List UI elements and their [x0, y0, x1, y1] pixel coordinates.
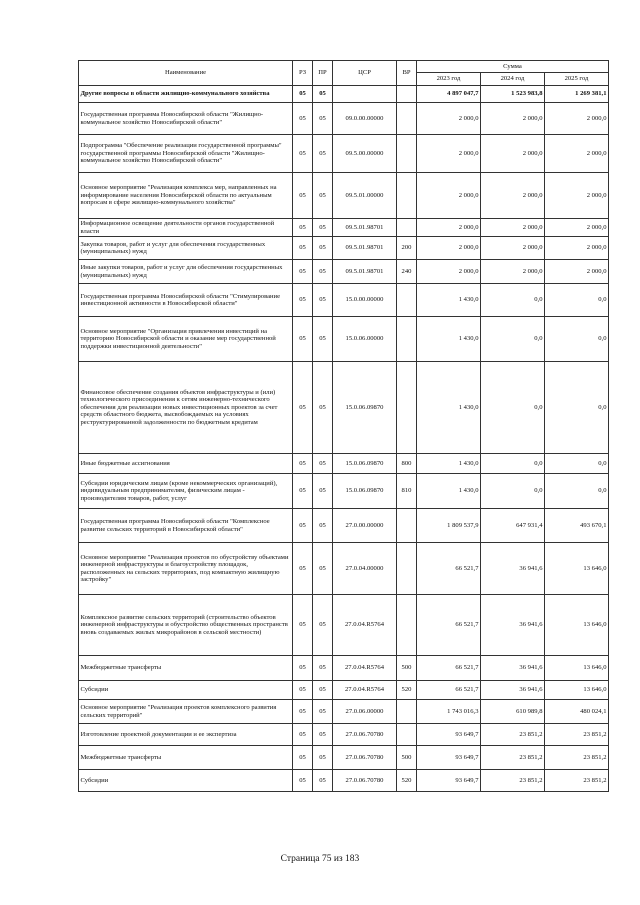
cell-csr: 27.0.06.70780: [333, 746, 397, 770]
cell-pr: 05: [313, 135, 333, 173]
cell-y2025: 13 646,0: [545, 656, 609, 681]
table-row: [79, 135, 609, 173]
header-name: Наименование: [79, 61, 293, 86]
cell-vr: [397, 219, 417, 237]
budget-table: [78, 60, 609, 792]
cell-name: Государственная программа Новосибирской области "Комплексное развитие сельских территорий в Новосибирской области": [79, 509, 293, 543]
cell-y2024: 2 000,0: [481, 173, 545, 219]
cell-rz: 05: [293, 724, 313, 746]
cell-csr: 09.5.00.00000: [333, 135, 397, 173]
cell-y2024: 610 989,8: [481, 700, 545, 724]
cell-y2025: 13 646,0: [545, 543, 609, 595]
cell-pr: 05: [313, 86, 333, 103]
cell-vr: 800: [397, 454, 417, 474]
cell-rz: 05: [293, 284, 313, 317]
cell-y2023: 2 000,0: [417, 219, 481, 237]
cell-y2025: 13 646,0: [545, 681, 609, 700]
cell-y2025: 493 670,1: [545, 509, 609, 543]
cell-name: Основное мероприятие "Организация привлечения инвестиций на территорию Новосибирской области и оказание мер государственной поддержки инвестиционной деятельности": [79, 317, 293, 362]
cell-vr: [397, 135, 417, 173]
table-row: [79, 237, 609, 260]
cell-vr: [397, 543, 417, 595]
table-row: [79, 770, 609, 792]
cell-y2025: 13 646,0: [545, 595, 609, 656]
cell-rz: 05: [293, 454, 313, 474]
table-row: [79, 219, 609, 237]
cell-rz: 05: [293, 700, 313, 724]
cell-y2023: 2 000,0: [417, 173, 481, 219]
cell-pr: 05: [313, 219, 333, 237]
cell-pr: 05: [313, 746, 333, 770]
cell-csr: 27.0.04.00000: [333, 543, 397, 595]
cell-vr: [397, 103, 417, 135]
cell-y2025: 480 024,1: [545, 700, 609, 724]
cell-y2024: 0,0: [481, 474, 545, 509]
cell-rz: 05: [293, 317, 313, 362]
cell-rz: 05: [293, 595, 313, 656]
cell-y2024: 23 851,2: [481, 770, 545, 792]
table-row: [79, 656, 609, 681]
cell-rz: 05: [293, 509, 313, 543]
cell-pr: 05: [313, 454, 333, 474]
cell-y2024: 1 523 983,8: [481, 86, 545, 103]
cell-y2023: 93 649,7: [417, 770, 481, 792]
cell-vr: 200: [397, 237, 417, 260]
cell-csr: [333, 86, 397, 103]
cell-rz: 05: [293, 681, 313, 700]
cell-y2024: 0,0: [481, 454, 545, 474]
cell-csr: 27.0.04.R5764: [333, 656, 397, 681]
cell-y2023: 1 809 537,9: [417, 509, 481, 543]
table-row: [79, 362, 609, 454]
cell-csr: 09.5.01.98701: [333, 237, 397, 260]
cell-y2024: 23 851,2: [481, 746, 545, 770]
cell-rz: 05: [293, 237, 313, 260]
cell-vr: 520: [397, 681, 417, 700]
cell-vr: [397, 362, 417, 454]
cell-rz: 05: [293, 135, 313, 173]
cell-rz: 05: [293, 260, 313, 284]
header-csr: ЦСР: [333, 61, 397, 86]
cell-csr: 09.0.00.00000: [333, 103, 397, 135]
table-row: [79, 317, 609, 362]
cell-y2025: 23 851,2: [545, 770, 609, 792]
cell-y2024: 647 931,4: [481, 509, 545, 543]
cell-vr: [397, 724, 417, 746]
table-row: [79, 454, 609, 474]
table-row: [79, 103, 609, 135]
cell-pr: 05: [313, 284, 333, 317]
cell-name: Другие вопросы в области жилищно-коммунального хозяйства: [79, 86, 293, 103]
cell-name: Изготовление проектной документации и ее экспертиза: [79, 724, 293, 746]
cell-pr: 05: [313, 103, 333, 135]
table-row: [79, 173, 609, 219]
cell-y2024: 36 941,6: [481, 595, 545, 656]
cell-vr: [397, 284, 417, 317]
header-2025: 2025 год: [545, 73, 609, 86]
cell-y2024: 23 851,2: [481, 724, 545, 746]
cell-name: Информационное освещение деятельности органов государственной власти: [79, 219, 293, 237]
cell-rz: 05: [293, 173, 313, 219]
table-row: [79, 284, 609, 317]
cell-y2025: 0,0: [545, 317, 609, 362]
cell-y2024: 36 941,6: [481, 681, 545, 700]
table-row: [79, 86, 609, 103]
cell-pr: 05: [313, 362, 333, 454]
cell-y2025: 23 851,2: [545, 746, 609, 770]
cell-name: Иные закупки товаров, работ и услуг для обеспечения государственных (муниципальных) нужд: [79, 260, 293, 284]
table-row: [79, 595, 609, 656]
cell-y2025: 2 000,0: [545, 103, 609, 135]
cell-vr: [397, 173, 417, 219]
cell-pr: 05: [313, 237, 333, 260]
cell-csr: 15.0.06.09870: [333, 474, 397, 509]
cell-pr: 05: [313, 509, 333, 543]
cell-y2023: 66 521,7: [417, 543, 481, 595]
cell-y2023: 1 430,0: [417, 284, 481, 317]
cell-name: Субсидии: [79, 770, 293, 792]
cell-rz: 05: [293, 543, 313, 595]
table-body: [79, 86, 609, 792]
table-row: [79, 474, 609, 509]
cell-y2024: 2 000,0: [481, 135, 545, 173]
cell-y2023: 93 649,7: [417, 724, 481, 746]
cell-pr: 05: [313, 595, 333, 656]
cell-y2023: 66 521,7: [417, 656, 481, 681]
cell-vr: 240: [397, 260, 417, 284]
cell-csr: 27.0.04.R5764: [333, 595, 397, 656]
cell-y2023: 2 000,0: [417, 135, 481, 173]
cell-pr: 05: [313, 656, 333, 681]
cell-y2024: 0,0: [481, 362, 545, 454]
header-rz: РЗ: [293, 61, 313, 86]
cell-y2023: 1 430,0: [417, 362, 481, 454]
cell-y2025: 2 000,0: [545, 260, 609, 284]
cell-y2024: 2 000,0: [481, 103, 545, 135]
cell-name: Субсидии: [79, 681, 293, 700]
cell-csr: 09.5.01.98701: [333, 219, 397, 237]
cell-y2025: 0,0: [545, 474, 609, 509]
cell-rz: 05: [293, 656, 313, 681]
budget-table-sheet: [78, 60, 608, 792]
table-row: [79, 724, 609, 746]
cell-y2023: 66 521,7: [417, 595, 481, 656]
cell-y2023: 2 000,0: [417, 103, 481, 135]
header-2023: 2023 год: [417, 73, 481, 86]
table-row: [79, 260, 609, 284]
cell-csr: 15.0.06.09870: [333, 362, 397, 454]
cell-vr: [397, 86, 417, 103]
cell-csr: 15.0.06.00000: [333, 317, 397, 362]
table-row: [79, 746, 609, 770]
cell-name: Межбюджетные трансферты: [79, 746, 293, 770]
cell-name: Финансовое обеспечение создания объектов инфраструктуры и (или) технологического присоединения к сетям инженерно-технического обеспечения для реализации новых инвестиционных проектов за счет средств областного бюджета, высвобождаемых на условиях реструктурированной задолженности по бюджетным кредитам: [79, 362, 293, 454]
cell-csr: 27.0.06.70780: [333, 724, 397, 746]
cell-name: Основное мероприятие "Реализация комплекса мер, направленных на информирование населения Новосибирской области по актуальным вопросам в сфере жилищно-коммунального хозяйства": [79, 173, 293, 219]
cell-vr: [397, 317, 417, 362]
cell-y2025: 0,0: [545, 284, 609, 317]
header-pr: ПР: [313, 61, 333, 86]
cell-csr: 09.5.01.00000: [333, 173, 397, 219]
cell-y2025: 2 000,0: [545, 173, 609, 219]
cell-y2024: 2 000,0: [481, 219, 545, 237]
cell-y2025: 2 000,0: [545, 237, 609, 260]
cell-pr: 05: [313, 543, 333, 595]
cell-vr: [397, 700, 417, 724]
cell-y2023: 93 649,7: [417, 746, 481, 770]
header-2024: 2024 год: [481, 73, 545, 86]
cell-y2025: 2 000,0: [545, 135, 609, 173]
cell-vr: [397, 595, 417, 656]
cell-pr: 05: [313, 474, 333, 509]
cell-vr: 810: [397, 474, 417, 509]
table-row: [79, 509, 609, 543]
cell-pr: 05: [313, 770, 333, 792]
cell-rz: 05: [293, 103, 313, 135]
cell-y2025: 0,0: [545, 454, 609, 474]
cell-y2025: 23 851,2: [545, 724, 609, 746]
cell-y2023: 1 430,0: [417, 317, 481, 362]
header-vr: ВР: [397, 61, 417, 86]
cell-name: Основное мероприятие "Реализация проектов комплексного развития сельских территорий": [79, 700, 293, 724]
cell-rz: 05: [293, 474, 313, 509]
cell-y2023: 4 897 047,7: [417, 86, 481, 103]
cell-y2024: 0,0: [481, 284, 545, 317]
cell-y2025: 0,0: [545, 362, 609, 454]
cell-y2024: 2 000,0: [481, 260, 545, 284]
cell-y2023: 1 430,0: [417, 454, 481, 474]
table-row: [79, 700, 609, 724]
cell-name: Комплексное развитие сельских территорий (строительство объектов инженерной инфраструктуры и обустройство общественных пространств вновь создаваемых жилых микрорайонов в сельской местности): [79, 595, 293, 656]
cell-y2023: 2 000,0: [417, 237, 481, 260]
cell-name: Субсидии юридическим лицам (кроме некоммерческих организаций), индивидуальным предпринимателям, физическим лицам - производителям товаров, работ, услуг: [79, 474, 293, 509]
cell-name: Основное мероприятие "Реализация проектов по обустройству объектами инженерной инфраструктуры и благоустройству площадок, расположенных на сельских территориях, под компактную жилищную застройку": [79, 543, 293, 595]
cell-name: Межбюджетные трансферты: [79, 656, 293, 681]
table-row: [79, 681, 609, 700]
cell-name: Закупка товаров, работ и услуг для обеспечения государственных (муниципальных) нужд: [79, 237, 293, 260]
cell-name: Иные бюджетные ассигнования: [79, 454, 293, 474]
cell-csr: 27.0.04.R5764: [333, 681, 397, 700]
cell-y2024: 2 000,0: [481, 237, 545, 260]
cell-name: Государственная программа Новосибирской области "Жилищно-коммунальное хозяйство Новосибирской области": [79, 103, 293, 135]
cell-pr: 05: [313, 317, 333, 362]
cell-csr: 09.5.01.98701: [333, 260, 397, 284]
cell-rz: 05: [293, 86, 313, 103]
cell-y2025: 2 000,0: [545, 219, 609, 237]
cell-vr: 520: [397, 770, 417, 792]
table-row: [79, 543, 609, 595]
cell-csr: 27.0.06.00000: [333, 700, 397, 724]
cell-y2023: 1 743 016,3: [417, 700, 481, 724]
cell-csr: 15.0.06.09870: [333, 454, 397, 474]
cell-csr: 27.0.06.70780: [333, 770, 397, 792]
header-sum: Сумма: [417, 61, 609, 73]
cell-pr: 05: [313, 700, 333, 724]
cell-name: Государственная программа Новосибирской области "Стимулирование инвестиционной активности в Новосибирской области": [79, 284, 293, 317]
cell-vr: 500: [397, 656, 417, 681]
cell-y2023: 1 430,0: [417, 474, 481, 509]
cell-y2023: 2 000,0: [417, 260, 481, 284]
cell-pr: 05: [313, 260, 333, 284]
cell-pr: 05: [313, 681, 333, 700]
cell-rz: 05: [293, 362, 313, 454]
cell-name: Подпрограмма "Обеспечение реализации государственной программы" государственной программы Новосибирской области "Жилищно-коммунальное хозяйство Новосибирской области": [79, 135, 293, 173]
cell-y2024: 36 941,6: [481, 656, 545, 681]
cell-vr: 500: [397, 746, 417, 770]
cell-rz: 05: [293, 219, 313, 237]
cell-y2025: 1 269 381,1: [545, 86, 609, 103]
cell-vr: [397, 509, 417, 543]
cell-rz: 05: [293, 746, 313, 770]
cell-pr: 05: [313, 724, 333, 746]
page-footer: Страница 75 из 183: [280, 854, 360, 864]
cell-csr: 27.0.00.00000: [333, 509, 397, 543]
cell-y2024: 36 941,6: [481, 543, 545, 595]
cell-csr: 15.0.00.00000: [333, 284, 397, 317]
cell-y2024: 0,0: [481, 317, 545, 362]
cell-y2023: 66 521,7: [417, 681, 481, 700]
cell-pr: 05: [313, 173, 333, 219]
cell-rz: 05: [293, 770, 313, 792]
